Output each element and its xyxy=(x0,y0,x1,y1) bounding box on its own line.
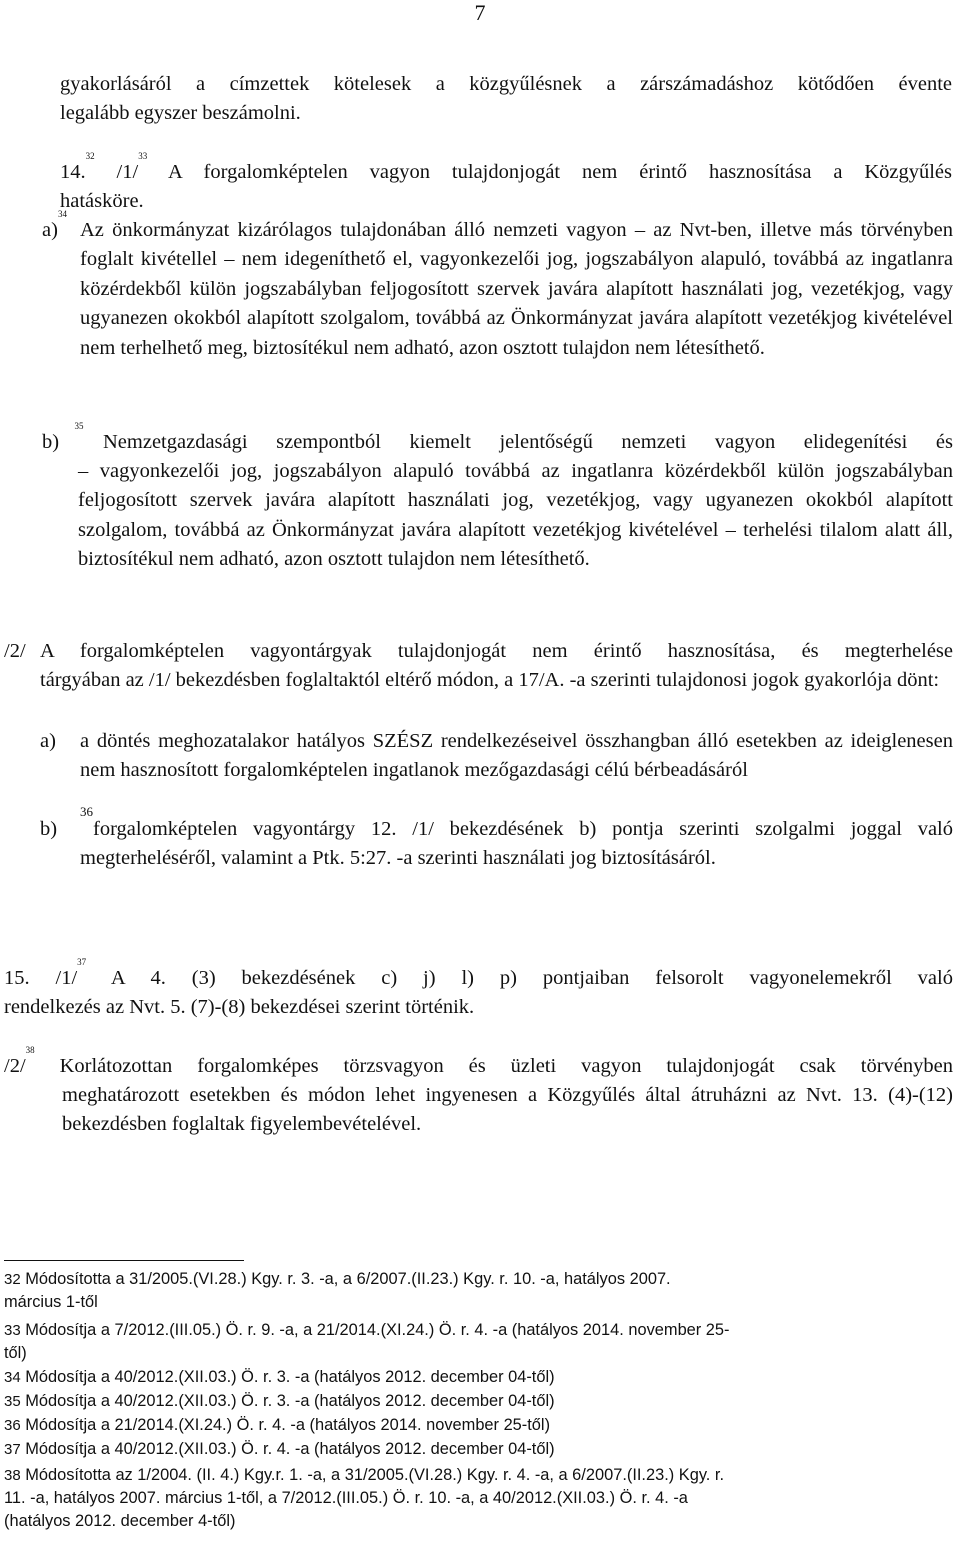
footnote-ref-35[interactable]: 35 xyxy=(74,421,84,431)
footnote-ref-32[interactable]: 32 xyxy=(85,151,95,161)
footnote-34: 34 Módosítja a 40/2012.(XII.03.) Ö. r. 3. -a (hatályos 2012. december 04-től) xyxy=(4,1368,555,1386)
section-14-number: 14. xyxy=(60,161,86,183)
footnote-33: 33 Módosítja a 7/2012.(III.05.) Ö. r. 9. -a, a 21/2014.(XI.24.) Ö. r. 4. -a (hatályos 2014. november 25- től) xyxy=(4,1321,730,1363)
footnote-35: 35 Módosítja a 40/2012.(XII.03.) Ö. r. 3. -a (hatályos 2012. december 04-től) xyxy=(4,1392,555,1410)
item-a-text: Az önkormányzat kizárólagos tulajdonában álló nemzeti vagyon – az Nvt-ben, illetve más törvényben foglalt kivétellel – nem idegeníthető el, vagyonkezelői jog, jogszabályon alapuló, továbbá az ingatlanra közérdekből külön jogszabályban feljogosított szervek javára alapított használati jog, vezetékjog, vagy ugyanezen okokból alapított szolgalom, továbbá az Önkormányzat javára alapított vezetékjog kivételével nem terhelhető meg, biztosítékul nem adható, azon osztott tulajdon nem létesíthető. xyxy=(80,219,953,359)
section-15-para-2-text: meghatározott esetekben és módon lehet ingyenesen a Közgyűlés által átruházni az Nvt. 13. (4)-(12) bekezdésben foglaltak figyelembevételével. xyxy=(62,1084,953,1136)
section-15-line-2: rendelkezés az Nvt. 5. (7)-(8) bekezdései szerint történik. xyxy=(4,996,475,1018)
footnote-38: 38 Módosította az 1/2004. (II. 4.) Kgy.r. 1. -a, a 31/2005.(VI.28.) Kgy. r. 4. -a, a 6/2007.(II.23.) Kgy. r. 11. -a, hatályos 2007. március 1-től, a 7/2012.(III.05.) Ö. r. 10. -a, a 40/2012.(XII.03.) Ö. r. 4. -a (hatályos 2012. december 4-től) xyxy=(4,1466,725,1530)
intro-line-1: gyakorlásáról a címzettek kötelesek a közgyűlésnek a zárszámadáshoz kötődően évente xyxy=(60,73,952,95)
paragraph-2-b-label: b) xyxy=(40,818,58,840)
footnote-ref-36[interactable]: 36 xyxy=(80,804,93,819)
footnote-ref-38[interactable]: 38 xyxy=(25,1045,35,1055)
footnote-32: 32 Módosította a 31/2005.(VI.28.) Kgy. r. 3. -a, a 6/2007.(II.23.) Kgy. r. 10. -a, hatályos 2007. március 1-től xyxy=(4,1270,671,1312)
section-14-heading-cont: hatásköre. xyxy=(60,190,144,212)
item-b-text-line-1: Nemzetgazdasági szempontból kiemelt jelentőségű nemzeti vagyon elidegenítési és xyxy=(103,431,953,453)
section-15-para-2-line-1: /2/$^{38}$ Korlátozottan forgalomképes törzsvagyon és üzleti vagyon tulajdonjogát csak törvényben xyxy=(4,1045,953,1077)
item-b-text: – vagyonkezelői jog, jogszabályon alapuló továbbá az ingatlanra közérdekből külön jogszabályban feljogosított szervek javára alapított használati jog, vezetékjog, vagy ugyanezen okokból alapított szolgalom, továbbá az Önkormányzat javára alapított vezetékjog kivételével – terhelési tilalom alatt áll, biztosítékul nem adható, azon osztott tulajdon nem létesíthető. xyxy=(78,460,953,571)
footnote-separator xyxy=(4,1260,244,1261)
section-15-para-2-label: /2/ xyxy=(4,1055,26,1077)
paragraph-2-b-text: $^{36}$forgalomképtelen vagyontárgy 12. /1/ bekezdésének b) pontja szerinti szolgalmi joggal való megterheléséről, valamint a Ptk. 5:27. -a szerinti használati jog biztosításáról. xyxy=(80,804,953,870)
footnote-37: 37 Módosítja a 40/2012.(XII.03.) Ö. r. 4. -a (hatályos 2012. december 04-től) xyxy=(4,1440,555,1458)
item-a-label: a)$^{34}$ xyxy=(42,209,67,241)
paragraph-2-a-text: a döntés meghozatalakor hatályos SZÉSZ rendelkezéseivel összhangban álló esetekben az ideiglenesen nem hasznosított forgalomképtelen ingatlanok mezőgazdasági célú bérbeadásáról xyxy=(80,730,953,782)
section-15-line-1: 15. /1/$^{37}$ A 4. (3) bekezdésének c) j) l) p) pontjaiban felsorolt vagyonelemekről való xyxy=(4,957,953,989)
section-14-title: A forgalomképtelen vagyon tulajdonjogát nem érintő hasznosítása a Közgyűlés xyxy=(147,161,953,183)
item-b-label: b) $^{35}$ xyxy=(42,421,84,453)
footnote-ref-37[interactable]: 37 xyxy=(77,957,87,967)
paragraph-1-label: /1/ xyxy=(116,161,139,183)
footnote-36: 36 Módosítja a 21/2014.(XI.24.) Ö. r. 4. -a (hatályos 2014. november 25-től) xyxy=(4,1416,551,1434)
paragraph-2-text: tárgyában az /1/ bekezdésben foglaltaktól eltérő módon, a 17/A. -a szerinti tulajdonosi jogok gyakorlója dönt: xyxy=(40,669,940,691)
page-number: 7 xyxy=(474,0,486,25)
section-14-heading xyxy=(60,151,953,187)
section-15-number: 15. /1/ xyxy=(4,967,78,989)
paragraph-2-label: /2/ xyxy=(4,640,26,662)
footnote-ref-34[interactable]: 34 xyxy=(57,209,67,219)
paragraph-2-a-label: a) xyxy=(40,730,56,752)
intro-line-2: legalább egyszer beszámolni. xyxy=(60,102,301,124)
footnote-ref-33[interactable]: 33 xyxy=(138,151,148,161)
paragraph-2-line-1: A forgalomképtelen vagyontárgyak tulajdonjogát nem érintő hasznosítása, és megterhelése xyxy=(40,640,953,662)
